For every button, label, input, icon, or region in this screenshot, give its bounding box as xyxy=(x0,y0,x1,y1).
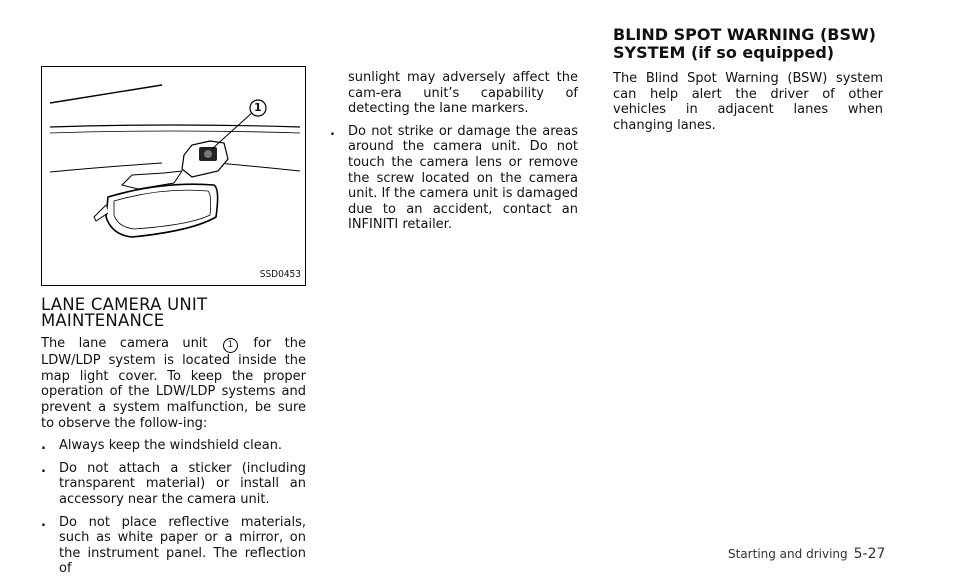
bullet-icon: . xyxy=(330,123,335,139)
bullet-icon: . xyxy=(41,438,46,454)
bsw-heading: BLIND SPOT WARNING (BSW) SYSTEM (if so equipped) xyxy=(613,25,876,62)
list-item xyxy=(41,438,306,454)
intro-paragraph xyxy=(41,336,306,431)
list-item-text: Do not place reflective materials, such as white paper or a mirror, on the instrument panel. The reflection of xyxy=(59,514,306,577)
lane-camera-heading: LANE CAMERA UNIT MAINTENANCE xyxy=(41,295,208,330)
right-column xyxy=(613,26,883,140)
bsw-paragraph: The Blind Spot Warning (BSW) system can help alert the driver of other vehicles in adjacent lanes when changing lanes. xyxy=(613,71,883,133)
bullet-icon: . xyxy=(41,514,46,530)
figure-callout-number: 1 xyxy=(254,101,262,114)
page-footer xyxy=(728,546,885,562)
camera-figure xyxy=(41,66,306,286)
list-item-text: Do not strike or damage the areas around the camera unit. Do not touch the camera lens or remove the screw located on the camera unit. If the camera unit is damaged due to an accident, contact an INFINITI retailer. xyxy=(348,123,578,233)
camera-illustration xyxy=(42,67,305,285)
list-item-text: Do not attach a sticker (including transparent material) or install an accessory near the camera unit. xyxy=(59,460,306,507)
bullet-icon: . xyxy=(41,460,46,476)
list-item xyxy=(41,515,306,577)
list-item xyxy=(41,461,306,508)
middle-column xyxy=(330,70,578,240)
maintenance-list-continued xyxy=(330,124,578,233)
continued-text: sunlight may adversely affect the cam-era unit’s capability of detecting the lane markers. xyxy=(348,70,578,117)
intro-text-a: The lane camera unit xyxy=(41,336,208,352)
footer-section: Starting and driving xyxy=(728,547,848,561)
list-item-text: Always keep the windshield clean. xyxy=(59,438,283,454)
maintenance-list xyxy=(41,438,306,577)
left-column xyxy=(41,66,306,584)
figure-code: SSD0453 xyxy=(259,269,301,281)
intro-text-b: for the LDW/LDP system is located inside the map light cover. To keep the proper operation of the LDW/LDP systems and prevent a system malfunction, be sure to observe the follow-ing: xyxy=(41,336,307,431)
list-item xyxy=(330,124,578,233)
callout-number: 1 xyxy=(223,338,238,353)
page-number: 5-27 xyxy=(853,546,886,562)
